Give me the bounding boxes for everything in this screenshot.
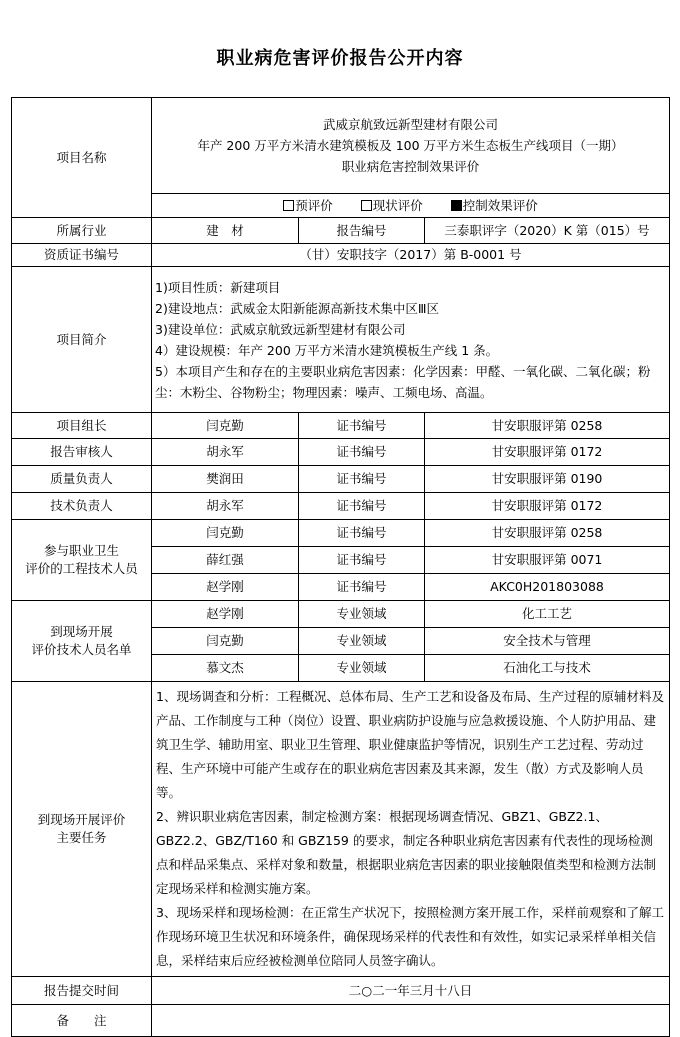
industry-row bbox=[12, 218, 670, 244]
project-title: 年产 200 万平方米清水建筑模板及 100 万平方米生态板生产线项目（一期） bbox=[197, 138, 624, 153]
task-paragraph: 3、现场采样和现场检测：在正常生产状况下，按照检测方案开展工作，采样前观察和了解工作现场环境卫生状况和环境条件，确保现场采样的代表性和有效性，如实记录采样单相关信息，采样结束后应经被检测单位陪同人员签字确认。 bbox=[156, 905, 664, 968]
role-label: 项目组长 bbox=[12, 413, 152, 439]
engineer-row bbox=[12, 520, 670, 547]
project-row bbox=[12, 98, 670, 194]
brief-content bbox=[152, 267, 670, 413]
tasks-label-line: 主要任务 bbox=[56, 830, 107, 845]
project-eval-type: 职业病危害控制效果评价 bbox=[341, 159, 480, 174]
cert-label: 证书编号 bbox=[299, 547, 425, 574]
field-label: 专业领域 bbox=[299, 628, 425, 655]
cert-value: 甘安职服评第 0172 bbox=[425, 439, 670, 466]
brief-row bbox=[12, 267, 670, 413]
cert-label: 证书编号 bbox=[299, 413, 425, 439]
eval-type-options bbox=[152, 194, 670, 218]
tasks-label bbox=[12, 682, 152, 977]
person-name: 胡永军 bbox=[152, 493, 299, 520]
checkbox-icon bbox=[361, 200, 372, 211]
person-name: 闫克勤 bbox=[152, 628, 299, 655]
disclosure-table bbox=[11, 97, 670, 1037]
brief-item: 4）建设规模：年产 200 万平方米清水建筑模板生产线 1 条。 bbox=[155, 342, 499, 358]
option-control-eval: 控制效果评价 bbox=[451, 197, 538, 215]
cert-value: 甘安职服评第 0190 bbox=[425, 466, 670, 493]
person-name: 慕文杰 bbox=[152, 655, 299, 682]
project-company: 武威京航致远新型建材有限公司 bbox=[322, 117, 498, 132]
report-no-label: 报告编号 bbox=[299, 218, 425, 244]
field-value: 化工工艺 bbox=[425, 601, 670, 628]
brief-item: 5）本项目产生和存在的主要职业病危害因素：化学因素：甲醛、一氧化碳、二氧化碳；粉尘：木粉尘、谷物粉尘；物理因素：噪声、工频电场、高温。 bbox=[155, 363, 651, 400]
tasks-content bbox=[152, 682, 670, 977]
brief-item: 2)建设地点：武威金太阳新能源高新技术集中区Ⅲ区 bbox=[155, 300, 439, 316]
field-staff-label-line: 评价技术人员名单 bbox=[31, 642, 132, 657]
person-name: 赵学刚 bbox=[152, 574, 299, 601]
brief-item: 1)项目性质：新建项目 bbox=[155, 279, 281, 295]
cert-value: AKC0H201803088 bbox=[425, 574, 670, 601]
person-name: 樊润田 bbox=[152, 466, 299, 493]
role-row bbox=[12, 493, 670, 520]
cert-label: 证书编号 bbox=[299, 466, 425, 493]
field-staff-label bbox=[12, 601, 152, 682]
submit-date: 二○二一年三月十八日 bbox=[152, 977, 670, 1005]
project-name-value bbox=[152, 98, 670, 194]
cert-label: 证书编号 bbox=[299, 439, 425, 466]
cert-value: 甘安职服评第 0258 bbox=[425, 413, 670, 439]
person-name: 薛红强 bbox=[152, 547, 299, 574]
cert-label: 证书编号 bbox=[299, 574, 425, 601]
submit-label: 报告提交时间 bbox=[12, 977, 152, 1005]
remarks-value bbox=[152, 1005, 670, 1037]
field-label: 专业领域 bbox=[299, 601, 425, 628]
engineers-label-line: 参与职业卫生 bbox=[43, 543, 119, 558]
person-name: 胡永军 bbox=[152, 439, 299, 466]
person-name: 闫克勤 bbox=[152, 520, 299, 547]
brief-item: 3)建设单位：武威京航致远新型建材有限公司 bbox=[155, 321, 406, 337]
option-pre-eval: 预评价 bbox=[283, 197, 333, 215]
checkbox-icon bbox=[283, 200, 294, 211]
engineers-label bbox=[12, 520, 152, 601]
cert-value: 甘安职服评第 0172 bbox=[425, 493, 670, 520]
remarks-row bbox=[12, 1005, 670, 1037]
engineers-label-line: 评价的工程技术人员 bbox=[25, 561, 138, 576]
person-name: 闫克勤 bbox=[152, 413, 299, 439]
checkbox-checked-icon bbox=[451, 200, 462, 211]
field-staff-row bbox=[12, 601, 670, 628]
qualification-label: 资质证书编号 bbox=[12, 244, 152, 267]
field-staff-label-line: 到现场开展 bbox=[50, 624, 113, 639]
qualification-row bbox=[12, 244, 670, 267]
industry-value: 建 材 bbox=[152, 218, 299, 244]
brief-label: 项目简介 bbox=[12, 267, 152, 413]
role-row bbox=[12, 466, 670, 493]
cert-label: 证书编号 bbox=[299, 520, 425, 547]
field-value: 石油化工与技术 bbox=[425, 655, 670, 682]
project-name-label: 项目名称 bbox=[12, 98, 152, 218]
person-name: 赵学刚 bbox=[152, 601, 299, 628]
industry-label: 所属行业 bbox=[12, 218, 152, 244]
tasks-row bbox=[12, 682, 670, 977]
cert-label: 证书编号 bbox=[299, 493, 425, 520]
role-row bbox=[12, 439, 670, 466]
cert-value: 甘安职服评第 0071 bbox=[425, 547, 670, 574]
page-title: 职业病危害评价报告公开内容 bbox=[216, 48, 464, 69]
role-row bbox=[12, 413, 670, 439]
field-value: 安全技术与管理 bbox=[425, 628, 670, 655]
role-label: 质量负责人 bbox=[12, 466, 152, 493]
option-status-eval: 现状评价 bbox=[361, 197, 423, 215]
report-no-value: 三泰职评字（2020）K 第（015）号 bbox=[425, 218, 670, 244]
qualification-value: （甘）安职技字（2017）第 B-0001 号 bbox=[152, 244, 670, 267]
role-label: 报告审核人 bbox=[12, 439, 152, 466]
field-label: 专业领域 bbox=[299, 655, 425, 682]
tasks-label-line: 到现场开展评价 bbox=[37, 812, 126, 827]
task-paragraph: 1、现场调查和分析：工程概况、总体布局、生产工艺和设备及布局、生产过程的原辅材料及产品、工作制度与工种（岗位）设置、职业病防护设施与应急救援设施、个人防护用品、建筑卫生学、辅助用室、职业卫生管理、职业健康监护等情况，识别生产工艺过程、劳动过程、生产环境中可能产生或存在的职业病危害因素及其来源，发生（散）方式及影响人员等。 bbox=[156, 689, 664, 800]
role-label: 技术负责人 bbox=[12, 493, 152, 520]
task-paragraph: 2、辨识职业病危害因素，制定检测方案：根据现场调查情况、GBZ1、GBZ2.1、GBZ2.2、GBZ/T160 和 GBZ159 的要求，制定各种职业病危害因素有代表性的现场检测点和样品采集点、采样对象和数量，根据职业病危害因素的职业接触限值类型和检测方法制定现场采样和检测实施方案。 bbox=[156, 809, 657, 896]
remarks-label: 备 注 bbox=[12, 1005, 152, 1037]
submit-row bbox=[12, 977, 670, 1005]
cert-value: 甘安职服评第 0258 bbox=[425, 520, 670, 547]
